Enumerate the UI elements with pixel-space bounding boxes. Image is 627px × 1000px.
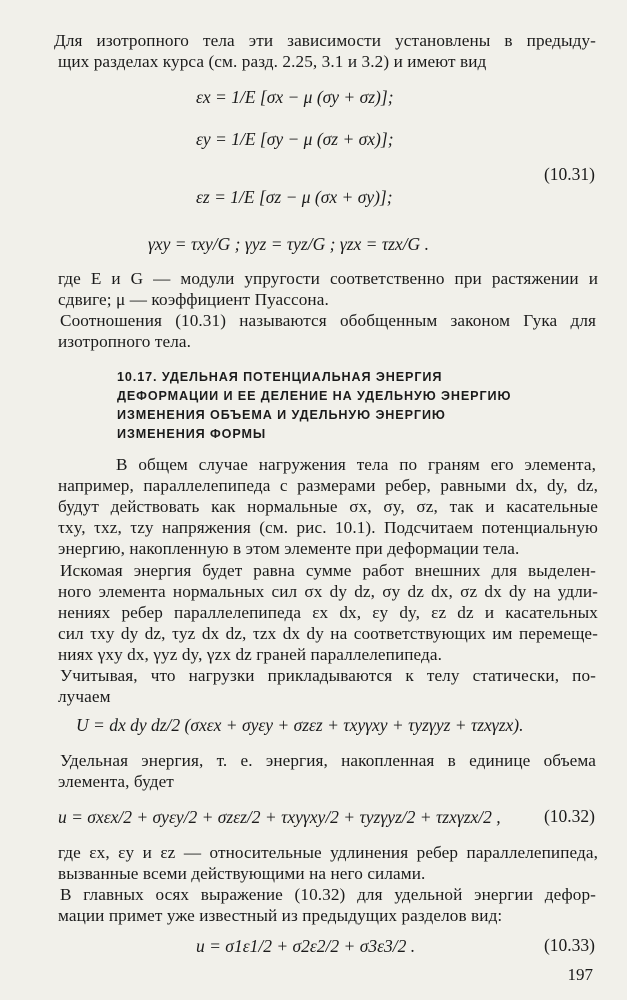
text-line: ного элемента нормальных сил σx dy dz, σy dz dx, σz dx dy на удли- <box>58 582 598 601</box>
text-line: τxy, τxz, τzy напряжения (см. рис. 10.1). Подсчитаем потенциальную <box>58 518 598 537</box>
text-line: энергию, накопленную в этом элементе при деформации тела. <box>58 539 520 558</box>
equation-specific-energy: u = σxεx/2 + σyεy/2 + σzεz/2 + τxyγxy/2 + τyzγyz/2 + τzxγzx/2 , <box>58 807 501 827</box>
section-heading-line: ИЗМЕНЕНИЯ ОБЪЕМА И УДЕЛЬНУЮ ЭНЕРГИЮ <box>117 408 446 422</box>
text-line: где εx, εy и εz — относительные удлинения ребер параллелепипеда, <box>58 843 598 862</box>
page-number: 197 <box>567 965 593 984</box>
equation-number: (10.31) <box>543 164 595 184</box>
text-line: сил τxy dy dz, τyz dx dz, τzx dx dy на соответствующих им перемеще- <box>58 624 598 643</box>
equation-total-energy: U = dx dy dz/2 (σxεx + σyεy + σzεz + τxyγxy + τyzγyz + τzxγzx). <box>76 715 524 735</box>
text-line: нениях ребер параллелепипеда εx dx, εy dy, εz dz и касательных <box>58 603 598 622</box>
text-line: элемента, будет <box>58 772 174 791</box>
equation-eps-y: εy = 1/E [σy − μ (σz + σx)]; <box>196 129 394 149</box>
text-line: будут действовать как нормальные σx, σy, σz, так и касательные <box>58 497 598 516</box>
text-line: Искомая энергия будет равна сумме работ внешних для выделен- <box>60 561 596 580</box>
section-heading-line: ИЗМЕНЕНИЯ ФОРМЫ <box>117 427 267 441</box>
equation-eps-z: εz = 1/E [σz − μ (σx + σy)]; <box>196 187 393 207</box>
text-line: Учитывая, что нагрузки прикладываются к телу статически, по- <box>60 666 596 685</box>
text-line: В главных осях выражение (10.32) для удельной энергии дефор- <box>60 885 596 904</box>
text-line: лучаем <box>58 687 111 706</box>
equation-principal-energy: u = σ1ε1/2 + σ2ε2/2 + σ3ε3/2 . <box>196 936 416 956</box>
text-line: вызванные всеми действующими на него силами. <box>58 864 426 883</box>
text-line: Удельная энергия, т. е. энергия, накопленная в единице объема <box>60 751 596 770</box>
equation-gammas: γxy = τxy/G ; γyz = τyz/G ; γzx = τzx/G . <box>148 234 429 254</box>
equation-number: (10.32) <box>543 806 595 826</box>
text-line: В общем случае нагружения тела по граням его элемента, <box>116 455 596 474</box>
text-line: щих разделах курса (см. разд. 2.25, 3.1 и 3.2) и имеют вид <box>58 52 487 71</box>
section-heading-line: ДЕФОРМАЦИИ И ЕЕ ДЕЛЕНИЕ НА УДЕЛЬНУЮ ЭНЕРГИЮ <box>117 389 512 403</box>
section-heading-line: 10.17. УДЕЛЬНАЯ ПОТЕНЦИАЛЬНАЯ ЭНЕРГИЯ <box>117 370 443 384</box>
text-line: например, параллелепипеда с размерами ребер, равными dx, dy, dz, <box>58 476 598 495</box>
text-line: где E и G — модули упругости соответственно при растяжении и <box>58 269 598 288</box>
equation-number: (10.33) <box>543 935 595 955</box>
text-line: Соотношения (10.31) называются обобщенным законом Гука для <box>60 311 596 330</box>
text-line: изотропного тела. <box>58 332 192 351</box>
text-line: сдвиге; μ — коэффициент Пуассона. <box>58 290 329 309</box>
equation-eps-x: εx = 1/E [σx − μ (σy + σz)]; <box>196 87 394 107</box>
text-line: Для изотропного тела эти зависимости установлены в предыду- <box>54 31 596 50</box>
text-line: ниях γxy dx, γyz dy, γzx dz граней параллелепипеда. <box>58 645 443 664</box>
text-line: мации примет уже известный из предыдущих разделов вид: <box>58 906 503 925</box>
